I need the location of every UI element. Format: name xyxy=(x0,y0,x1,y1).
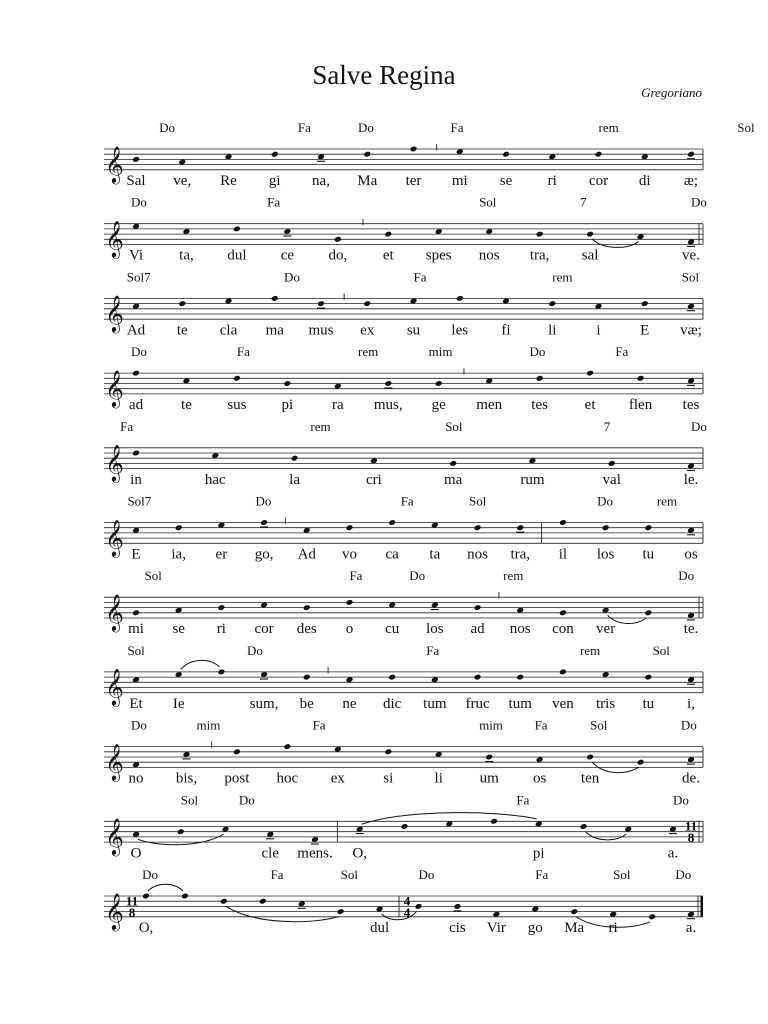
chord-symbol: Do xyxy=(130,194,147,210)
treble-clef-icon: 𝄞 xyxy=(105,518,124,557)
chord-symbol: Fa xyxy=(413,269,427,285)
note-head xyxy=(283,380,291,387)
lyric-syllable: le. xyxy=(683,471,699,488)
note-head xyxy=(233,226,241,233)
chord-symbol: Do xyxy=(130,717,147,733)
chord-symbol: Sol xyxy=(469,493,487,509)
note-head xyxy=(337,908,345,915)
composer-credit: Gregoriano xyxy=(641,85,702,100)
mid-time-signature-denominator: 4 xyxy=(403,904,411,920)
chord-symbol: Fa xyxy=(267,194,281,210)
chord-symbol: Sol xyxy=(340,867,358,882)
chord-symbol: Fa xyxy=(120,418,134,434)
chord-symbol: mim xyxy=(196,717,221,733)
lyric-syllable: ce xyxy=(280,247,295,264)
lyric-syllable: tu xyxy=(642,546,655,563)
lyric-syllable: ve, xyxy=(173,173,192,189)
lyric-syllable: val xyxy=(602,471,621,488)
note-head xyxy=(401,823,409,830)
lyric-syllable: sum, xyxy=(249,695,279,712)
lyric-syllable: li xyxy=(548,322,557,339)
chord-symbol: Fa xyxy=(615,344,629,360)
lyric-syllable: ri xyxy=(608,920,618,936)
chord-symbol: rem xyxy=(598,120,619,135)
treble-clef-icon: 𝄞 xyxy=(105,593,124,631)
note-head xyxy=(220,898,228,905)
note-head xyxy=(132,450,140,457)
lyric-syllable: dic xyxy=(382,695,402,712)
chord-symbol: Do xyxy=(418,867,435,882)
lyric-syllable: ad xyxy=(128,397,144,414)
lyric-syllable: los xyxy=(596,546,615,563)
lyric-syllable: ve. xyxy=(682,247,700,264)
chord-symbol: Fa xyxy=(516,792,530,808)
note-head xyxy=(177,828,185,835)
lyric-syllable: spes xyxy=(425,247,452,264)
note-head xyxy=(648,913,656,920)
lyric-syllable: cor xyxy=(588,173,609,189)
lyric-syllable: ver xyxy=(596,621,616,638)
chord-symbol: Do xyxy=(247,642,263,658)
note-head xyxy=(410,146,418,153)
note-head xyxy=(384,748,392,755)
lyric-syllable: se xyxy=(499,173,513,189)
time-signature-change-denominator: 8 xyxy=(687,830,695,846)
lyric-syllable: ne xyxy=(342,695,357,712)
lyric-syllable: Ie xyxy=(172,695,185,712)
lyric-syllable: nos xyxy=(467,546,488,563)
lyric-syllable: er xyxy=(215,546,228,563)
chord-symbol: Do xyxy=(673,792,689,808)
lyric-syllable: tes xyxy=(531,397,548,414)
note-head xyxy=(217,604,225,611)
chord-symbol: Sol7 xyxy=(127,493,152,509)
lyric-syllable: cri xyxy=(365,471,382,488)
note-head xyxy=(644,609,652,616)
chord-symbol: Fa xyxy=(312,717,326,733)
lyric-syllable: go xyxy=(527,920,543,936)
lyric-syllable: Re xyxy=(220,173,237,189)
lyric-syllable: do, xyxy=(328,247,348,264)
lyric-syllable: nos xyxy=(509,621,531,638)
lyric-syllable: E xyxy=(640,322,650,339)
lyric-syllable: rum xyxy=(520,471,545,488)
lyric-syllable: Ma xyxy=(357,173,378,189)
chord-symbol: Do xyxy=(284,269,300,285)
lyric-syllable: æ; xyxy=(683,173,699,189)
lyric-syllable: tes xyxy=(682,397,700,414)
lyric-syllable: i, xyxy=(687,695,695,712)
chord-symbol: Sol xyxy=(445,418,463,434)
note-head xyxy=(570,908,578,915)
lyric-syllable: mi xyxy=(451,173,468,189)
lyric-syllable: il xyxy=(558,546,568,563)
chord-symbol: Do xyxy=(691,194,707,210)
lyric-syllable: væ; xyxy=(680,322,702,339)
note-head xyxy=(456,295,464,302)
note-head xyxy=(132,609,140,616)
lyric-syllable: hoc xyxy=(276,770,299,787)
lyric-syllable: um xyxy=(479,770,499,787)
lyric-syllable: te xyxy=(181,397,192,414)
lyric-syllable: fruc xyxy=(465,695,490,712)
lyric-syllable: dul xyxy=(369,920,390,936)
lyric-syllable: be xyxy=(299,695,314,712)
lyric-syllable: os xyxy=(684,546,698,563)
note-head xyxy=(502,151,510,158)
lyric-syllable: mus, xyxy=(373,397,403,414)
chord-symbol: 7 xyxy=(580,194,587,210)
lyric-syllable: os xyxy=(532,770,547,787)
chord-symbol: Sol xyxy=(652,642,670,658)
note-head xyxy=(474,674,482,681)
note-head xyxy=(271,151,279,158)
note-head xyxy=(559,669,567,676)
note-head xyxy=(260,519,268,526)
chord-symbol: Fa xyxy=(400,493,414,509)
lyric-syllable: O xyxy=(130,845,142,862)
note-head xyxy=(637,375,645,382)
lyric-syllable: ra xyxy=(331,397,344,414)
lyric-syllable: hac xyxy=(204,471,226,488)
note-head xyxy=(485,754,493,761)
lyric-syllable: Ad xyxy=(126,322,146,339)
lyric-syllable: ri xyxy=(547,173,557,189)
lyric-syllable: ge xyxy=(431,397,446,414)
lyric-syllable: tra, xyxy=(510,546,531,563)
chord-symbol: Fa xyxy=(534,717,548,733)
lyric-syllable: sal xyxy=(581,247,599,264)
treble-clef-icon: 𝄞 xyxy=(105,294,124,333)
lyric-syllable: su xyxy=(406,322,421,339)
lyric-syllable: de. xyxy=(682,770,700,787)
note-head xyxy=(178,300,186,307)
lyric-syllable: et xyxy=(584,397,596,414)
note-head xyxy=(644,524,652,531)
chord-symbol: Sol xyxy=(180,792,199,808)
chord-symbol: Fa xyxy=(270,867,284,882)
chord-symbol: Do xyxy=(678,568,695,584)
chord-symbol: Fa xyxy=(297,120,311,135)
lyric-syllable: li xyxy=(434,770,443,787)
note-head xyxy=(259,898,267,905)
lyric-syllable: ad xyxy=(470,621,485,638)
note-head xyxy=(271,295,279,302)
lyric-syllable: Et xyxy=(129,695,143,712)
note-head xyxy=(132,156,140,163)
chord-symbol: Sol xyxy=(127,642,145,658)
lyric-syllable: ca xyxy=(385,546,399,563)
treble-clef-icon: 𝄞 xyxy=(105,219,124,258)
note-head xyxy=(384,231,392,238)
chord-symbol: Do xyxy=(130,344,147,360)
lyric-syllable: si xyxy=(383,770,394,787)
lyric-syllable: ri xyxy=(216,621,226,638)
note-head xyxy=(346,524,354,531)
chord-symbol: 7 xyxy=(603,418,611,434)
note-head xyxy=(291,455,299,462)
note-head xyxy=(559,609,567,616)
lyric-syllable: les xyxy=(451,322,469,339)
lyric-syllable: cis xyxy=(449,920,466,936)
staff-system-3 xyxy=(104,293,703,333)
lyric-syllable: sus xyxy=(227,397,247,414)
lyric-syllable: a. xyxy=(667,845,679,862)
chord-symbol: rem xyxy=(503,568,524,584)
note-head xyxy=(454,903,462,910)
note-head xyxy=(474,524,482,531)
slur xyxy=(592,239,638,247)
chord-symbol: Do xyxy=(675,867,692,882)
note-head xyxy=(580,823,588,830)
note-head xyxy=(536,231,544,238)
chord-symbol: rem xyxy=(580,642,601,658)
note-head xyxy=(586,231,594,238)
staff-system-4 xyxy=(104,368,703,408)
note-head xyxy=(548,300,556,307)
lyric-syllable: ta, xyxy=(179,247,194,264)
treble-clef-icon: 𝄞 xyxy=(105,891,124,930)
chord-symbol: Sol xyxy=(590,717,608,733)
lyric-syllable: di xyxy=(638,173,651,189)
chord-symbol: Do xyxy=(238,792,255,808)
chord-symbol: Sol xyxy=(681,269,700,285)
lyric-syllable: men xyxy=(476,397,503,414)
lyric-syllable: ter xyxy=(405,173,422,189)
chord-symbol: Fa xyxy=(426,642,440,658)
mid-time-signature-numerator: 4 xyxy=(403,893,411,909)
note-head xyxy=(516,524,524,531)
chord-symbol: rem xyxy=(656,493,678,509)
lyric-syllable: bis, xyxy=(175,770,198,787)
note-head xyxy=(346,599,354,606)
chord-symbol: Do xyxy=(142,867,158,882)
note-head xyxy=(303,604,311,611)
lyric-syllable: ten xyxy=(580,770,600,787)
treble-clef-icon: 𝄞 xyxy=(105,817,124,856)
treble-clef-icon: 𝄞 xyxy=(105,742,124,781)
chord-symbol: mim xyxy=(428,344,453,360)
lyric-syllable: cor xyxy=(254,621,274,638)
time-signature-change-numerator: 11 xyxy=(684,818,698,834)
slur xyxy=(138,834,224,845)
lyric-syllable: los xyxy=(426,621,444,638)
chord-symbol: Sol7 xyxy=(126,269,151,285)
treble-clef-icon: 𝄞 xyxy=(105,667,124,706)
time-signature-numerator: 11 xyxy=(125,893,139,909)
slur xyxy=(226,906,339,921)
chord-symbol: Do xyxy=(691,418,707,434)
note-head xyxy=(641,300,649,307)
note-head xyxy=(363,300,371,307)
slur xyxy=(586,832,627,840)
lyric-syllable: Sal xyxy=(126,173,146,189)
note-head xyxy=(132,370,140,377)
note-head xyxy=(602,524,610,531)
note-head xyxy=(217,669,225,676)
lyric-syllable: Vi xyxy=(128,247,144,264)
chord-symbol: Do xyxy=(529,344,546,360)
chord-symbol: Fa xyxy=(535,867,549,882)
note-head xyxy=(283,743,291,750)
staff-system-1 xyxy=(104,144,703,184)
note-head xyxy=(608,460,616,467)
note-head xyxy=(303,674,311,681)
note-head xyxy=(435,380,443,387)
lyric-syllable: mi xyxy=(128,621,144,638)
lyric-syllable: ex xyxy=(330,770,345,787)
lyric-syllable: go, xyxy=(254,546,274,563)
slur xyxy=(148,884,183,891)
lyric-syllable: ven xyxy=(552,695,574,712)
lyric-syllable: E xyxy=(131,546,141,563)
lyric-syllable: pi xyxy=(532,845,545,862)
note-head xyxy=(536,375,544,382)
note-head xyxy=(474,604,482,611)
lyric-syllable: vo xyxy=(341,546,357,563)
lyric-syllable: mus xyxy=(308,322,334,339)
lyric-syllable: O, xyxy=(352,845,368,862)
final-barline-thick xyxy=(701,896,704,917)
lyric-syllable: ta xyxy=(429,546,441,563)
treble-clef-icon: 𝄞 xyxy=(105,368,124,407)
lyric-syllable: cle xyxy=(261,845,279,862)
chord-symbol: rem xyxy=(552,269,573,285)
note-head xyxy=(384,380,392,387)
lyric-syllable: tu xyxy=(642,695,655,712)
lyric-syllable: te xyxy=(176,322,188,339)
chord-symbol: rem xyxy=(310,418,331,434)
lyric-syllable: fi xyxy=(501,322,511,339)
note-head xyxy=(363,151,371,158)
note-head xyxy=(586,370,594,377)
lyric-syllable: a. xyxy=(685,920,697,936)
note-head xyxy=(175,524,183,531)
lyric-syllable: con xyxy=(552,621,574,638)
note-head xyxy=(334,236,342,243)
note-head xyxy=(687,151,695,158)
chord-symbol: Sol xyxy=(613,867,631,882)
chord-symbol: Do xyxy=(597,493,613,509)
lyric-syllable: no xyxy=(128,770,144,787)
chord-symbol: Sol xyxy=(144,568,162,584)
staff-system-10 xyxy=(104,813,703,856)
chord-symbol: Do xyxy=(255,493,272,509)
note-head xyxy=(449,460,457,467)
chord-symbol: Do xyxy=(358,120,374,135)
chord-symbol: Fa xyxy=(349,568,363,584)
lyric-syllable: et xyxy=(382,247,394,264)
note-head xyxy=(317,300,325,307)
note-head xyxy=(595,151,603,158)
note-head xyxy=(181,893,189,900)
note-head xyxy=(388,519,396,526)
note-head xyxy=(233,748,241,755)
lyric-syllable: se xyxy=(172,621,185,638)
lyric-syllable: o xyxy=(345,621,354,638)
lyric-syllable: Ma xyxy=(564,920,585,936)
chord-symbol: rem xyxy=(358,344,379,360)
staff-system-2 xyxy=(104,219,703,259)
lyric-syllable: te. xyxy=(683,621,699,638)
lyric-syllable: cla xyxy=(219,322,238,339)
lyric-syllable: cu xyxy=(385,621,400,638)
note-head xyxy=(516,674,524,681)
note-head xyxy=(415,903,423,910)
lyric-syllable: tra, xyxy=(529,247,550,264)
note-head xyxy=(490,818,498,825)
lyric-syllable: dul xyxy=(227,247,247,264)
lyric-syllable: des xyxy=(296,621,317,638)
lyric-syllable: in xyxy=(130,471,142,488)
note-head xyxy=(388,674,396,681)
chord-symbol: Do xyxy=(680,717,697,733)
lyric-syllable: mens. xyxy=(297,845,333,862)
lyric-syllable: flen xyxy=(628,397,653,414)
score-title: Salve Regina xyxy=(312,60,456,90)
chord-symbol: Fa xyxy=(450,120,464,135)
note-head xyxy=(637,759,645,766)
slur xyxy=(181,660,220,669)
lyric-syllable: O, xyxy=(138,920,154,936)
lyric-syllable: tris xyxy=(596,695,616,712)
note-head xyxy=(586,754,594,761)
time-signature-denominator: 8 xyxy=(128,904,136,920)
chord-symbol: Sol xyxy=(479,194,497,210)
lyric-syllable: tum xyxy=(423,695,447,712)
lyric-syllable: ma xyxy=(443,471,463,488)
lyric-syllable: post xyxy=(224,770,250,787)
lyric-syllable: pi xyxy=(281,397,294,414)
lyric-syllable: la xyxy=(289,471,300,488)
chord-symbol: Do xyxy=(159,120,176,135)
lyric-syllable: nos xyxy=(478,247,500,264)
lyric-syllable: ex xyxy=(360,322,375,339)
lyric-syllable: ma xyxy=(265,322,284,339)
chord-symbol: Do xyxy=(409,568,426,584)
lyric-syllable: tum xyxy=(508,695,532,712)
chord-symbol: Fa xyxy=(236,344,250,360)
lyric-syllable: ia, xyxy=(171,546,186,563)
note-head xyxy=(233,375,241,382)
lyric-syllable: na, xyxy=(312,173,330,189)
chord-symbol: Sol xyxy=(737,120,755,135)
treble-clef-icon: 𝄞 xyxy=(105,443,124,482)
lyric-syllable: Ad xyxy=(297,546,316,563)
treble-clef-icon: 𝄞 xyxy=(105,144,124,183)
lyric-syllable: Vir xyxy=(486,920,506,936)
note-head xyxy=(559,519,567,526)
note-head xyxy=(644,674,652,681)
lyric-syllable: i xyxy=(596,322,601,339)
note-head xyxy=(142,893,150,900)
chord-symbol: mim xyxy=(479,717,503,733)
lyric-syllable: gi xyxy=(268,173,281,189)
